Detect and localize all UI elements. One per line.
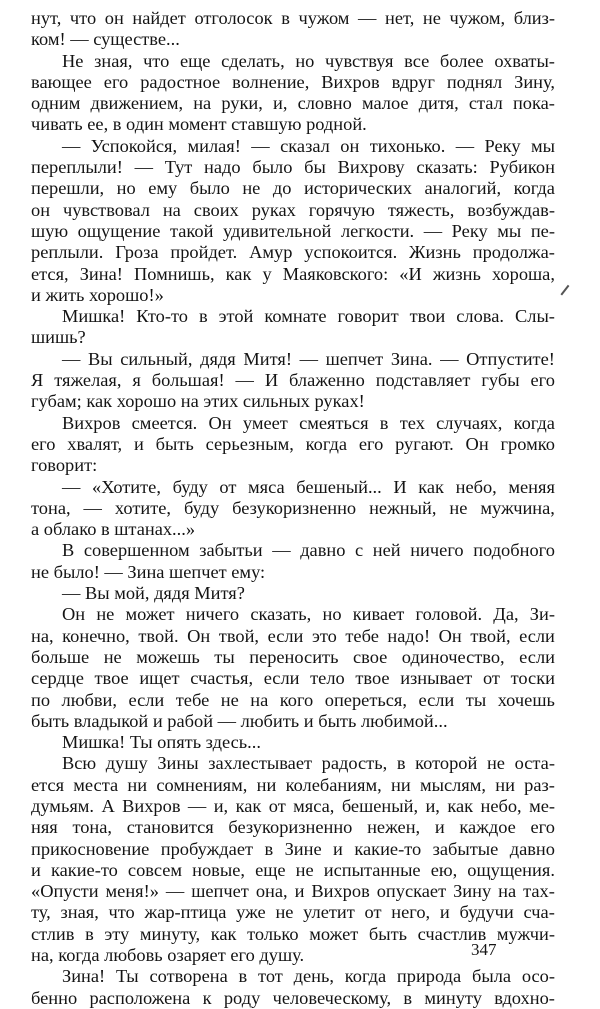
text-line: нут, что он найдет отголосок в чужом — нет, не чужом, близ- bbox=[31, 8, 555, 28]
text-line: переплыли! — Тут надо было бы Вихрову сказать: Рубикон bbox=[31, 157, 555, 178]
text-line: тона, — хотите, буду безукоризненно нежный, не мужчина, bbox=[31, 497, 555, 518]
text-line: не было! — Зина шепчет ему: bbox=[31, 561, 266, 582]
page-number: 347 bbox=[471, 940, 497, 959]
text-line: — Вы сильный, дядя Митя! — шепчет Зина. — Отпустите! bbox=[62, 348, 555, 369]
text-line: больше не можешь ты переносить свое одиночество, если bbox=[31, 646, 555, 667]
text-line: чивать ее, в один момент ставшую родной. bbox=[31, 114, 367, 135]
text-line: «Опусти меня!» — шепчет она, и Вихров опускает Зину на тах- bbox=[31, 881, 555, 902]
text-line: — Успокойся, милая! — сказал он тихонько. — Реку мы bbox=[62, 135, 555, 156]
text-line: а облако в штанах...» bbox=[31, 519, 196, 540]
text-line: он чувствовал на своих руках горячую тяжесть, возбуждав- bbox=[31, 199, 555, 220]
text-line: Вихров смеется. Он умеет смеяться в тех случаях, когда bbox=[62, 412, 555, 433]
text-line: его хвалят, и быть серьезным, когда его ругают. Он громко bbox=[31, 433, 555, 454]
text-line: В совершенном забытьи — давно с ней ничего подобного bbox=[62, 540, 555, 561]
text-line: шую ощущение такой удивительной легкости. — Реку мы пе- bbox=[31, 220, 555, 241]
text-line: Всю душу Зины захлестывает радость, в которой не оста- bbox=[62, 753, 555, 774]
text-line: ту, зная, что жар-птица уже не улетит от него, и будучи сча- bbox=[31, 902, 555, 923]
text-line: Зина! Ты сотворена в тот день, когда природа была осо- bbox=[62, 966, 555, 987]
text-line: прикосновение пробуждает в Зине и какие-то забытые давно bbox=[31, 838, 555, 859]
text-line: Мишка! Ты опять здесь... bbox=[62, 732, 261, 753]
text-line: быть владыкой и рабой — любить и быть любимой... bbox=[31, 710, 448, 731]
text-line: ется, Зина! Помнишь, как у Маяковского: «И жизнь хороша, bbox=[31, 263, 555, 284]
text-line: вающее его радостное волнение, Вихров вдруг поднял Зину, bbox=[31, 71, 555, 92]
text-line: на, конечно, твой. Он твой, если это тебе надо! Он твой, если bbox=[31, 625, 555, 646]
text-line: няя тона, становится безукоризненно нежен, и каждое его bbox=[31, 817, 555, 838]
text-line: на, когда любовь озаряет его душу. bbox=[31, 945, 305, 966]
text-line: и жить хорошо!» bbox=[31, 284, 164, 305]
text-line: губам; как хорошо на этих сильных руках! bbox=[31, 391, 365, 412]
text-line: реплыли. Гроза пройдет. Амур успокоится. Жизнь продолжа- bbox=[31, 242, 555, 263]
text-line: Я тяжелая, я большая! — И блаженно подставляет губы его bbox=[31, 370, 555, 391]
body-text bbox=[31, 8, 555, 1009]
text-line: ком! — существе... bbox=[31, 29, 180, 50]
text-line: думьям. А Вихров — и, как от мяса, бешеный, и, как небо, ме- bbox=[31, 795, 555, 816]
text-line: Он не может ничего сказать, но кивает головой. Да, Зи- bbox=[62, 604, 555, 625]
text-line: сердце твое ищет счастья, если тело твое изнывает от тоски bbox=[31, 668, 555, 689]
text-line: бенно расположена к роду человеческому, в минуту вдохно- bbox=[31, 987, 555, 1008]
margin-mark bbox=[560, 285, 569, 295]
text-line: одним движением, на руки, и, словно малое дитя, стал пока- bbox=[31, 93, 555, 114]
text-line: говорит: bbox=[31, 455, 98, 476]
text-line: Мишка! Кто-то в этой комнате говорит твои слова. Слы- bbox=[62, 306, 555, 327]
text-line: — «Хотите, буду от мяса бешеный... И как небо, меняя bbox=[62, 476, 555, 497]
text-line: и какие-то совсем новые, еще не испытанные ею, ощущения. bbox=[31, 859, 555, 880]
text-line: стлив в эту минуту, как только может быть счастлив мужчи- bbox=[31, 923, 555, 944]
text-line: ется места ни сомнениям, ни колебаниям, ни мыслям, ни раз- bbox=[31, 774, 555, 795]
text-line: по любви, если тебе не на кого опереться, если ты хочешь bbox=[31, 689, 555, 710]
text-line: перешли, но ему было не до исторических аналогий, когда bbox=[31, 178, 555, 199]
text-line: Не зная, что еще сделать, но чувствуя все более охваты- bbox=[62, 50, 555, 71]
text-line: шишь? bbox=[31, 327, 86, 348]
text-line: — Вы мой, дядя Митя? bbox=[62, 583, 245, 604]
